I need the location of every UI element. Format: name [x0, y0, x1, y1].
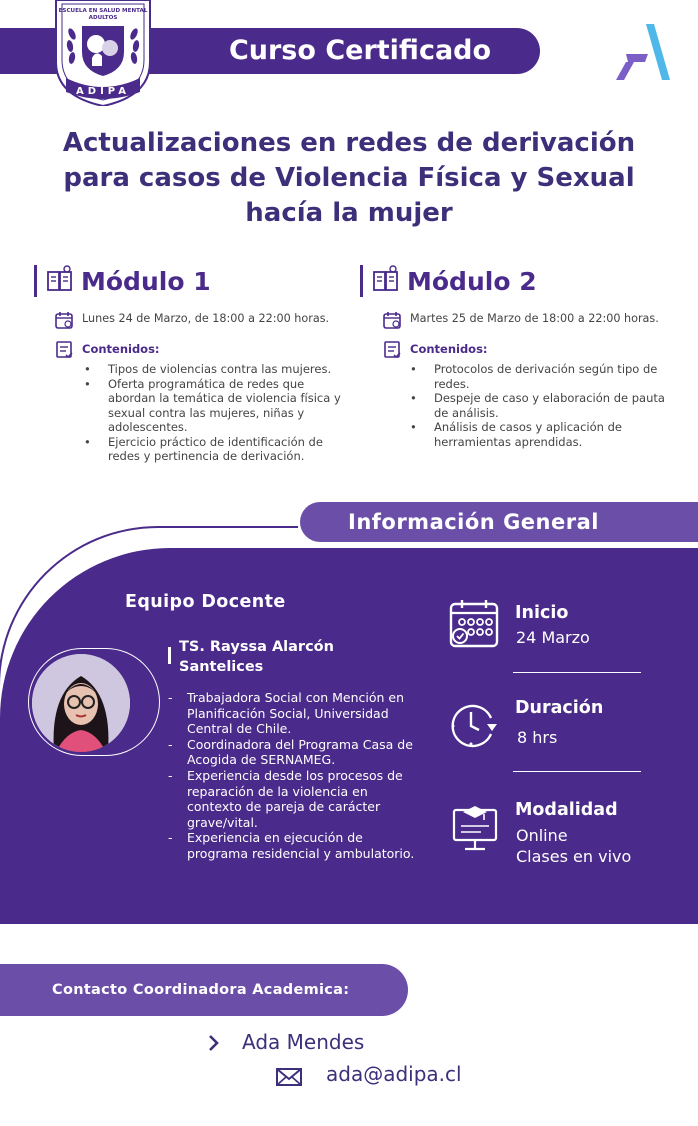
module-1-contents-list	[84, 362, 354, 464]
module-1-date: Lunes 24 de Marzo, de 18:00 a 22:00 horas.	[82, 312, 330, 325]
list-item: • Tipos de violencias contra las mujeres.	[84, 362, 354, 377]
module-1-title: Módulo 1	[81, 266, 211, 296]
calendar-icon	[382, 310, 402, 330]
duration-label: Duración	[515, 698, 604, 718]
logo-top-text-2: ADULTOS	[88, 15, 118, 21]
contact-name: Ada Mendes	[242, 1030, 365, 1054]
chevron-right-icon	[206, 1033, 222, 1053]
module-2	[360, 264, 680, 449]
list-item: • Oferta programática de redes que abordan la temática de violencia física y sexual contra las mujeres, niñas y adolescentes.	[84, 377, 354, 435]
teacher-bar	[168, 647, 171, 664]
module-1-bar	[34, 265, 37, 297]
course-title	[20, 126, 678, 231]
course-title-line-1: Actualizaciones en redes de derivación	[62, 128, 636, 158]
info-heading: Información General	[300, 502, 698, 542]
adipa-logo	[52, 0, 154, 106]
calendar-icon	[448, 598, 500, 650]
a-brand-icon	[612, 22, 672, 84]
start-value: 24 Marzo	[516, 628, 590, 647]
divider	[513, 771, 641, 772]
module-1	[34, 264, 354, 464]
module-1-contents-label: Contenidos:	[82, 342, 160, 356]
clock-icon	[447, 700, 499, 752]
teacher-name	[179, 637, 379, 677]
list-item: - Experiencia en ejecución de programa residencial y ambulatorio.	[168, 830, 418, 861]
calendar-icon	[54, 310, 74, 330]
contact-heading: Contacto Coordinadora Academica:	[0, 964, 408, 1016]
checklist-icon	[54, 340, 74, 360]
list-item: • Protocolos de derivación según tipo de redes.	[410, 362, 680, 391]
book-icon	[371, 264, 401, 298]
contact-email[interactable]: ada@adipa.cl	[326, 1062, 462, 1086]
course-title-line-2: para casos de Violencia Física y Sexual	[63, 163, 635, 193]
online-class-icon	[451, 802, 503, 854]
book-icon	[45, 264, 75, 298]
list-item: • Despeje de caso y elaboración de pauta de análisis.	[410, 391, 680, 420]
mail-icon	[275, 1066, 303, 1088]
list-item: • Ejercicio práctico de identificación de redes y pertinencia de derivación.	[84, 435, 354, 464]
duration-value: 8 hrs	[517, 728, 558, 747]
mode-value-2: Clases en vivo	[516, 847, 632, 866]
team-heading: Equipo Docente	[125, 592, 286, 612]
list-item: - Trabajadora Social con Mención en Planificación Social, Universidad Central de Chile.	[168, 690, 418, 737]
divider	[513, 672, 641, 673]
mode-value-1: Online	[516, 826, 568, 845]
mode-label: Modalidad	[515, 800, 618, 820]
module-2-date: Martes 25 de Marzo de 18:00 a 22:00 horas.	[410, 312, 659, 325]
teacher-name-line-1: TS. Rayssa Alarcón	[179, 639, 334, 655]
checklist-icon	[382, 340, 402, 360]
module-2-bar	[360, 265, 363, 297]
teacher-name-line-2: Santelices	[179, 659, 264, 675]
module-2-contents-list	[410, 362, 680, 449]
course-title-line-3: hacía la mujer	[245, 198, 453, 228]
list-item: - Experiencia desde los procesos de reparación de la violencia en contexto de pareja de carácter grave/vital.	[168, 768, 418, 830]
start-label: Inicio	[515, 603, 569, 623]
logo-bottom-text: ADIPA	[76, 86, 130, 97]
logo-top-text-1: ESCUELA EN SALUD MENTAL	[58, 8, 148, 14]
teacher-photo	[32, 654, 130, 752]
module-2-contents-label: Contenidos:	[410, 342, 488, 356]
list-item: • Análisis de casos y aplicación de herramientas aprendidas.	[410, 420, 680, 449]
list-item: - Coordinadora del Programa Casa de Acogida de SERNAMEG.	[168, 737, 418, 768]
banner-title: Curso Certificado	[228, 35, 492, 66]
module-2-title: Módulo 2	[407, 266, 537, 296]
teacher-bio-list	[168, 690, 418, 862]
